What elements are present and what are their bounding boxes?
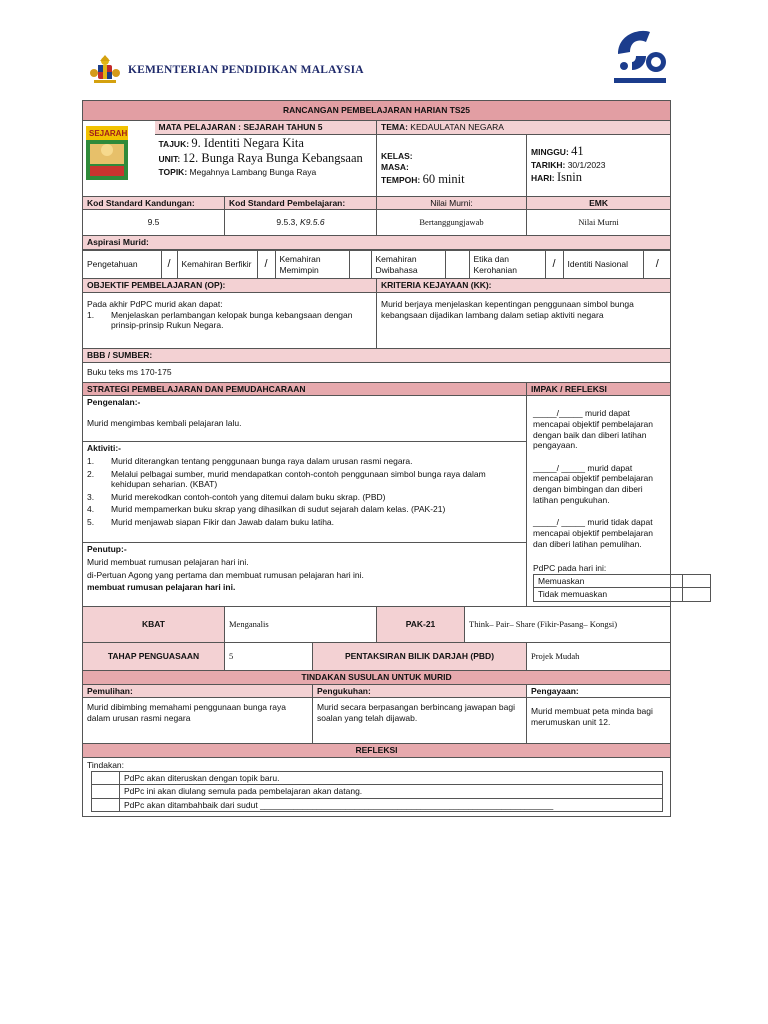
list-item: 5. Murid menjawab siapan Fikir dan Jawab dalam buku latiha.	[87, 517, 335, 527]
aspirasi-dwibahasa: Kemahiran Dwibahasa	[371, 250, 445, 278]
aktiviti-cell	[83, 442, 527, 543]
ministry-name: KEMENTERIAN PENDIDIKAN MALAYSIA	[128, 64, 364, 76]
tindakan-label: Tindakan:	[87, 759, 125, 770]
memuaskan-checkbox[interactable]	[683, 574, 711, 588]
unit-value: 12. Bunga Raya Bunga Kebangsaan	[182, 151, 363, 166]
mata-pelajaran: MATA PELAJARAN : SEJARAH TAHUN 5	[155, 121, 377, 135]
pengenalan-text: Murid mengimbas kembali pelajaran lalu.	[87, 417, 242, 428]
pemulihan-text: Murid dibimbing memahami penggunaan bunga raya dalam urusan rasmi negara	[83, 698, 313, 744]
ts25-logo-icon	[610, 24, 670, 86]
tindakan-cell	[83, 757, 671, 817]
kk-content: Murid berjaya menjelaskan kepentingan penggunaan simbol bunga kebangsaan dijadikan lambang dalam setiap aktiviti negara	[377, 293, 671, 349]
kbat-label: KBAT	[83, 607, 225, 643]
tajuk-unit-cell: TAJUK: 9. Identiti Negara Kita UNIT: 12. Bunga Raya Bunga Kebangsaan TOPIK: Megahnya Lambang Bunga Raya	[155, 134, 377, 196]
pemulihan-label: Pemulihan:	[83, 684, 313, 698]
op-intro: Pada akhir PdPC murid akan dapat:	[87, 299, 223, 309]
textbook-cover-icon	[86, 126, 128, 180]
penutup-line-3: membuat rumusan pelajaran hari ini.	[87, 581, 236, 592]
tema-value: KEDAULATAN NEGARA	[410, 122, 504, 132]
aspirasi-mark	[349, 250, 371, 278]
emk-head: EMK	[527, 196, 671, 210]
aspirasi-pengetahuan: Pengetahuan	[83, 250, 161, 278]
pbd-value: Projek Mudah	[527, 643, 671, 671]
pbd-label: PENTAKSIRAN BILIK DARJAH (PBD)	[313, 643, 527, 671]
topik-value: Megahnya Lambang Bunga Raya	[189, 166, 317, 177]
book-title: SEJARAH	[89, 129, 128, 138]
tindakan-teruskan: PdPc akan diteruskan dengan topik baru.	[120, 771, 663, 785]
lesson-plan-table	[82, 100, 671, 817]
pengenalan-label: Pengenalan:-	[87, 397, 141, 408]
susulan-label: TINDAKAN SUSULAN UNTUK MURID	[83, 671, 671, 685]
penutup-label: Penutup:-	[87, 544, 127, 554]
kk-label: KRITERIA KEJAYAAN (KK):	[377, 279, 671, 293]
tindakan-ulang: PdPc ini akan diulang semula pada pembelajaran akan datang.	[120, 785, 663, 799]
aspirasi-identiti: Identiti Nasional	[563, 250, 643, 278]
ksp-head: Kod Standard Pembelajaran:	[225, 196, 377, 210]
penutup-line-2: di-Pertuan Agong yang pertama dan membuat rumusan pelajaran hari ini.	[87, 570, 364, 581]
ksk-head: Kod Standard Kandungan:	[83, 196, 225, 210]
aspirasi-mark: /	[257, 250, 275, 278]
minggu-cell: MINGGU: 41 TARIKH: 30/1/2023 HARI: Isnin	[527, 134, 671, 196]
impak-baik: _____/_____ murid dapat mencapai objektif pembelajaran dengan baik dan diberi latihan pengayaan.	[533, 408, 654, 451]
aspirasi-mark: /	[161, 250, 177, 278]
aktiviti-list	[87, 456, 522, 528]
aspirasi-mark: /	[545, 250, 563, 278]
aspirasi-mark	[445, 250, 469, 278]
aktiviti-label: Aktiviti:-	[87, 443, 121, 454]
tidak-memuaskan-label: Tidak memuaskan	[534, 588, 683, 602]
op-content: Pada akhir PdPC murid akan dapat: 1. Menjelaskan perlambangan kelopak bunga kebangsaan dengan prinsip-prinsip Rukun Negara.	[83, 293, 377, 349]
pdpc-label: PdPC pada hari ini:	[533, 563, 607, 574]
impak-cell	[527, 396, 671, 607]
emk-value: Nilai Murni	[527, 210, 671, 236]
tidak-memuaskan-checkbox[interactable]	[683, 588, 711, 602]
aspirasi-grid	[83, 250, 671, 279]
list-item: 2. Melalui pelbagai sumber, murid mendapatkan contoh-contoh penggunaan simbol bunga raya dalam kehidupan seharian. (KBAT)	[87, 468, 486, 490]
tajuk-value: 9. Identiti Negara Kita	[191, 135, 304, 150]
tema-cell	[377, 121, 671, 135]
aspirasi-etika: Etika dan Kerohanian	[469, 250, 545, 278]
list-item: 3. Murid merekodkan contoh-contoh yang ditemui dalam buku skrap. (PBD)	[87, 491, 386, 502]
pengenalan-cell	[83, 396, 527, 442]
tempoh-value: 60 minit	[422, 172, 465, 187]
tindakan-checkbox[interactable]	[92, 798, 120, 812]
ministry-header	[88, 48, 364, 92]
nilai-value: Bertanggungjawab	[377, 210, 527, 236]
tindakan-checkbox[interactable]	[92, 771, 120, 785]
tahap-value: 5	[225, 643, 313, 671]
aspirasi-mark: /	[643, 250, 671, 278]
tindakan-table	[91, 771, 663, 813]
penutup-cell	[83, 543, 527, 607]
masa-label: MASA:	[381, 161, 409, 172]
aspirasi-memimpin: Kemahiran Memimpin	[275, 250, 349, 278]
refleksi-label: REFLEKSI	[83, 744, 671, 758]
tahap-label: TAHAP PENGUASAAN	[83, 643, 225, 671]
pdpc-status-table	[533, 574, 711, 602]
kbat-value: Menganalis	[225, 607, 377, 643]
tema-label: TEMA:	[381, 122, 408, 132]
pengayaan-label: Pengayaan:	[527, 684, 671, 698]
pak21-value: Think– Pair– Share (Fikir-Pasang– Kongsi)	[465, 607, 671, 643]
pak21-label: PAK-21	[377, 607, 465, 643]
ksp-value: 9.5.3, K9.5.6	[225, 210, 377, 236]
aspirasi-berfikir: Kemahiran Berfikir	[177, 250, 257, 278]
tindakan-tambahbaik: PdPc akan ditambahbaik dari sudut ______________________________________________________________	[120, 798, 663, 812]
aspirasi-label: Aspirasi Murid:	[83, 236, 671, 250]
penutup-line-1: Murid membuat rumusan pelajaran hari ini.	[87, 556, 249, 567]
impak-tidak: _____/ _____ murid tidak dapat mencapai objektif pembelajaran dan diberi latihan pemulihan.	[533, 517, 654, 549]
op-label: OBJEKTIF PEMBELAJARAN (OP):	[83, 279, 377, 293]
list-item: 4. Murid mempamerkan buku skrap yang dihasilkan di sudut sejarah dalam kelas. (PAK-21)	[87, 504, 446, 515]
nilai-head: Nilai Murni:	[377, 196, 527, 210]
strategi-label: STRATEGI PEMBELAJARAN DAN PEMUDAHCARAAN	[83, 382, 527, 396]
impak-bimbingan: _____/ _____ murid dapat mencapai objektif pembelajaran dengan bimbingan dan diberi latihan pengukuhan.	[533, 462, 654, 505]
pengukuhan-text: Murid secara berpasangan berbincang jawapan bagi soalan yang telah dijawab.	[313, 698, 527, 744]
kelas-masa-cell: KELAS: MASA: TEMPOH: 60 minit	[377, 134, 527, 196]
pengayaan-text: Murid membuat peta minda bagi merumuskan unit 12.	[527, 698, 671, 744]
hari-value: Isnin	[556, 170, 582, 185]
tindakan-checkbox[interactable]	[92, 785, 120, 799]
malaysia-crest-icon	[88, 53, 122, 87]
bbb-label: BBB / SUMBER:	[83, 349, 671, 363]
memuaskan-label: Memuaskan	[534, 574, 683, 588]
op-item: Menjelaskan perlambangan kelopak bunga kebangsaan dengan prinsip-prinsip Rukun Negara.	[111, 309, 353, 331]
pengukuhan-label: Pengukuhan:	[313, 684, 527, 698]
bbb-value: Buku teks ms 170-175	[83, 362, 671, 382]
minggu-value: 41	[571, 144, 584, 159]
tarikh-value: 30/1/2023	[567, 159, 606, 170]
aspirasi-row	[83, 249, 671, 279]
kelas-label: KELAS:	[381, 151, 413, 162]
form-title: RANCANGAN PEMBELAJARAN HARIAN TS25	[83, 101, 671, 121]
ksk-value: 9.5	[83, 210, 225, 236]
list-item: 1. Murid diterangkan tentang penggunaan bunga raya dalam urusan rasmi negara.	[87, 455, 413, 466]
textbook-cover-cell	[83, 121, 155, 197]
impak-label: IMPAK / REFLEKSI	[527, 382, 671, 396]
